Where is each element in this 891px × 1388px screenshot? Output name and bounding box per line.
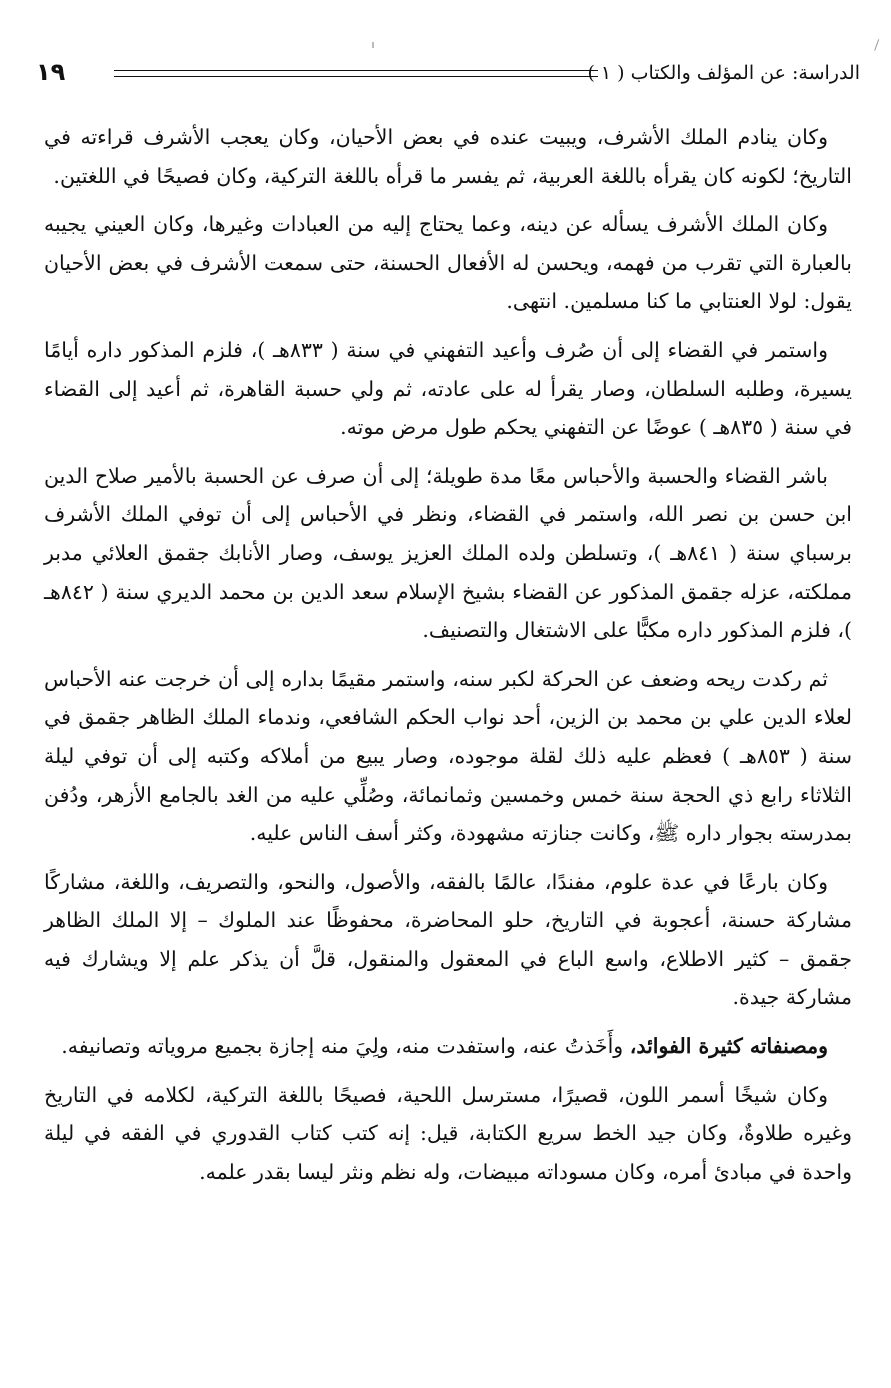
paragraph [44, 1027, 852, 1066]
paragraph-rest-text: وأَخَذتُ عنه، واستفدت منه، ولِيَ منه إجازة بجميع مروياته وتصانيفه. [61, 1034, 630, 1059]
running-title: الدراسة: عن المؤلف والكتاب ( ١ ) [587, 62, 860, 84]
paragraph: وكان بارعًا في عدة علوم، مفندًا، عالمًا بالفقه، والأصول، والنحو، والتصريف، واللغة، مشاركًا مشاركة حسنة، أعجوبة في التاريخ، حلو المحاضرة، محفوظًا عند الملوك – إلا الملك الظاهر جقمق – كثير الاطلاع، واسع الباع في المعقول والمنقول، قلَّ أن يذكر علم إلا ويشارك فيه مشاركة جيدة. [44, 869, 852, 1010]
header-rule [114, 70, 598, 77]
page-number: ١٩ [36, 58, 66, 86]
paragraph: واستمر في القضاء إلى أن صُرف وأعيد التفهني في سنة ( ٨٣٣هـ )، فلزم المذكور داره أيامًا يسيرة، وطلبه السلطان، وصار يقرأ له على عادته، ثم ولي حسبة القاهرة، ثم أعيد إلى القضاء في سنة ( ٨٣٥هـ ) عوضًا عن التفهني يحكم طول مرض موته. [44, 337, 852, 440]
paragraph: وكان الملك الأشرف يسأله عن دينه، وعما يحتاج إليه من العبادات وغيرها، وكان العيني يجيبه بالعبارة التي تقرب من فهمه، ويحسن له الأفعال الحسنة، حتى سمعت الأشرف في بعض الأحيان يقول: لولا العنتابي ما كنا مسلمين. انتهى. [44, 212, 852, 314]
scan-corner-mark [874, 39, 885, 53]
bold-lead-text: ومصنفاته كثيرة الفوائد، [629, 1034, 828, 1059]
page-header [36, 56, 860, 96]
body-text [44, 118, 852, 1201]
paragraph: ثم ركدت ريحه وضعف عن الحركة لكبر سنه، واستمر مقيمًا بداره إلى أن خرجت عنه الأحباس لعلاء الدين علي بن محمد بن الزين، أحد نواب الحكم الشافعي، وندماء الملك الظاهر جقمق في سنة ( ٨٥٣هـ ) فعظم عليه ذلك لقلة موجوده، وصار يبيع من أملاكه وكتبه إلى أن توفي ليلة الثلاثاء رابع ذي الحجة سنة خمس وخمسين وثمانمائة، وصُلِّي عليه من الغد بالجامع الأزهر، ودُفن بمدرسته بجوار داره ﷺ، وكانت جنازته مشهودة، وكثر أسف الناس عليه. [44, 666, 852, 846]
paragraph: وكان شيخًا أسمر اللون، قصيرًا، مسترسل اللحية، فصيحًا باللغة التركية، لكلامه في التاريخ وغيره طلاوةٌ، وكان جيد الخط سريع الكتابة، قيل: إنه كتب كتاب القدوري في الفقه في ليلة واحدة في مبادئ أمره، وكان مسوداته مبيضات، وله نظم ونثر ليسا بقدر علمه. [44, 1082, 852, 1184]
paragraph: وكان ينادم الملك الأشرف، ويبيت عنده في بعض الأحيان، وكان يعجب الأشرف قراءته في التاريخ؛ لكونه كان يقرأه باللغة العربية، ثم يفسر ما قرأه باللغة التركية، وكان فصيحًا في اللغتين. [44, 125, 852, 188]
paragraph: باشر القضاء والحسبة والأحباس معًا مدة طويلة؛ إلى أن صرف عن الحسبة بالأمير صلاح الدين ابن حسن بن نصر الله، واستمر في القضاء، ونظر في الأحباس إلى أن توفي الملك الأشرف برسباي سنة ( ٨٤١هـ )، وتسلطن ولده الملك العزيز يوسف، وصار الأنابك جقمق العلائي مدبر مملكته، عزله جقمق المذكور عن القضاء بشيخ الإسلام سعد الدين بن محمد الديري سنة ( ٨٤٢هـ )، فلزم المذكور داره مكبًّا على الاشتغال والتصنيف. [44, 463, 853, 643]
scan-mark [372, 42, 374, 48]
